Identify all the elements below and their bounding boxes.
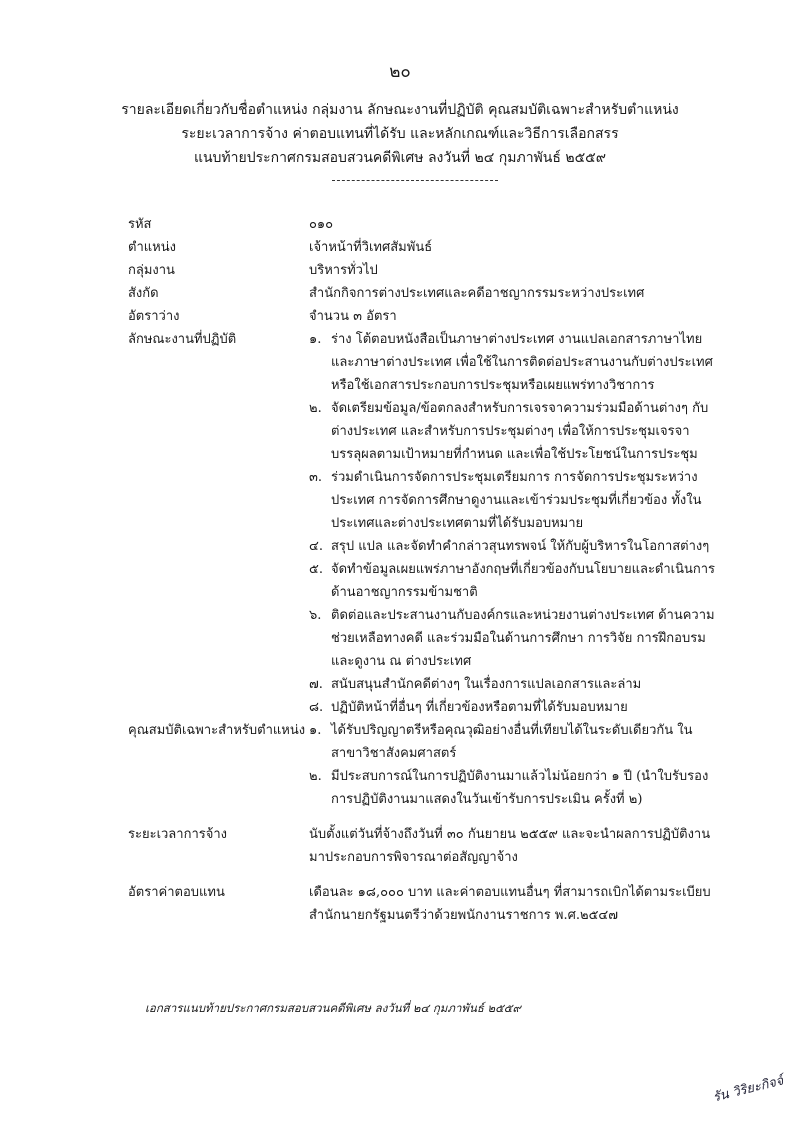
- qualification-text: มีประสบการณ์ในการปฏิบัติงานมาแล้วไม่น้อยกว่า ๑ ปี (นำใบรับรองการปฏิบัติงานมาแสดงในวันเข้ารับการประเมิน ครั้งที่ ๒): [331, 769, 709, 807]
- duty-item: [309, 466, 718, 535]
- duty-number: ๕.: [309, 562, 323, 577]
- duties-list: [309, 328, 718, 719]
- title-line: ระยะเวลาการจ้าง ค่าตอบแทนที่ได้รับ และหลักเกณฑ์และวิธีการเลือกสรร: [181, 126, 619, 142]
- field-label: อัตราค่าตอบแทน: [128, 885, 225, 900]
- document-title: [80, 98, 720, 170]
- field-label: ตำแหน่ง: [128, 240, 176, 255]
- field-value: ๐๑๐: [309, 217, 334, 232]
- qualifications-list: [309, 719, 718, 811]
- duty-number: ๒.: [309, 401, 322, 416]
- qualification-text: ได้รับปริญญาตรีหรือคุณวุฒิอย่างอื่นที่เทียบได้ในระดับเดียวกัน ในสาขาวิชาสังคมศาสตร์: [331, 723, 693, 761]
- field-label: กลุ่มงาน: [128, 263, 175, 278]
- duty-number: ๖.: [309, 608, 322, 623]
- field-duties: [128, 328, 718, 719]
- field-label: ลักษณะงานที่ปฏิบัติ: [128, 332, 237, 347]
- field-label: อัตราว่าง: [128, 309, 180, 324]
- field-value: สำนักกิจการต่างประเทศและคดีอาชญากรรมระหว่างประเทศ: [309, 286, 645, 301]
- duty-text: ปฏิบัติหน้าที่อื่นๆ ที่เกี่ยวข้องหรือตามที่ได้รับมอบหมาย: [331, 700, 628, 715]
- duty-item: [309, 328, 718, 397]
- duty-item: [309, 673, 718, 696]
- field-label: คุณสมบัติเฉพาะสำหรับตำแหน่ง: [128, 723, 306, 738]
- duty-item: [309, 558, 718, 604]
- field-value: เจ้าหน้าที่วิเทศสัมพันธ์: [309, 240, 433, 255]
- duty-number: ๓.: [309, 470, 323, 485]
- position-details: [128, 213, 718, 927]
- duty-item: [309, 696, 718, 719]
- duty-text: ร่าง โต้ตอบหนังสือเป็นภาษาต่างประเทศ งานแปลเอกสารภาษาไทยและภาษาต่างประเทศ เพื่อใช้ในการติดต่อประสานงานกับต่างประเทศ หรือใช้เอกสารประกอบการประชุมหรือเผยแพร่ทางวิชาการ: [331, 332, 713, 393]
- duty-text: ติดต่อและประสานงานกับองค์กรและหน่วยงานต่างประเทศ ด้านความช่วยเหลือทางคดี และร่วมมือในด้านการศึกษา การวิจัย การฝึกอบรมและดูงาน ณ ต่างประเทศ: [331, 608, 715, 669]
- qualification-item: [309, 719, 718, 765]
- field-label: รหัส: [128, 217, 152, 232]
- title-line: แนบท้ายประกาศกรมสอบสวนคดีพิเศษ ลงวันที่ ๒๔ กุมภาพันธ์ ๒๕๕๙: [193, 150, 607, 166]
- field-vacancy: [128, 305, 718, 328]
- duty-number: ๘.: [309, 700, 324, 715]
- field-code: [128, 213, 718, 236]
- duty-text: จัดเตรียมข้อมูล/ข้อตกลงสำหรับการเจรจาความร่วมมือด้านต่างๆ กับต่างประเทศ และสำหรับการประชุมต่างๆ เพื่อให้การประชุมเจรจาบรรลุผลตามเป้าหมายที่กำหนด และเพื่อใช้ประโยชน์ในการประชุม: [331, 401, 709, 462]
- duty-number: ๑.: [309, 332, 322, 347]
- duty-text: ร่วมดำเนินการจัดการประชุมเตรียมการ การจัดการประชุมระหว่างประเทศ การจัดการศึกษาดูงานและเข้าร่วมประชุมที่เกี่ยวข้อง ทั้งในประเทศและต่างประเทศตามที่ได้รับมอบหมาย: [331, 470, 702, 531]
- duty-text: จัดทำข้อมูลเผยแพร่ภาษาอังกฤษที่เกี่ยวข้องกับนโยบายและดำเนินการด้านอาชญากรรมข้ามชาติ: [331, 562, 716, 600]
- field-label: สังกัด: [128, 286, 159, 301]
- field-value: เดือนละ ๑๘,๐๐๐ บาท และค่าตอบแทนอื่นๆ ที่สามารถเบิกได้ตามระเบียบสำนักนายกรัฐมนตรีว่าด้วยพนักงานราชการ พ.ศ.๒๕๔๗: [309, 885, 711, 923]
- duty-item: [309, 604, 718, 673]
- duty-number: ๔.: [309, 539, 323, 554]
- page-number: ๒๐: [389, 62, 411, 82]
- field-qualifications: [128, 719, 718, 811]
- title-divider: [332, 180, 498, 181]
- duty-text: สนับสนุนสำนักคดีต่างๆ ในเรื่องการแปลเอกสารและล่าม: [331, 677, 642, 692]
- field-value: นับตั้งแต่วันที่จ้างถึงวันที่ ๓๐ กันยายน ๒๕๕๙ และจะนำผลการปฏิบัติงานมาประกอบการพิจารณาต่อสัญญาจ้าง: [309, 827, 711, 865]
- qualification-number: ๒.: [309, 769, 322, 784]
- duty-item: [309, 535, 718, 558]
- field-compensation: [128, 881, 718, 927]
- field-label: ระยะเวลาการจ้าง: [128, 827, 227, 842]
- field-employment-period: [128, 823, 718, 869]
- field-value: บริหารทั่วไป: [309, 263, 378, 278]
- title-line: รายละเอียดเกี่ยวกับชื่อตำแหน่ง กลุ่มงาน ลักษณะงานที่ปฏิบัติ คุณสมบัติเฉพาะสำหรับตำแหน่ง: [121, 102, 679, 118]
- field-group: [128, 259, 718, 282]
- duty-text: สรุป แปล และจัดทำคำกล่าวสุนทรพจน์ ให้กับผู้บริหารในโอกาสต่างๆ: [331, 539, 710, 554]
- qualification-item: [309, 765, 718, 811]
- duty-item: [309, 397, 718, 466]
- handwritten-signature: รัน วิริยะกิจจ์: [711, 1073, 785, 1106]
- footer-note: เอกสารแนบท้ายประกาศกรมสอบสวนคดีพิเศษ ลงวันที่ ๒๔ กุมภาพันธ์ ๒๕๕๙: [145, 1001, 521, 1015]
- field-value: จำนวน ๓ อัตรา: [309, 309, 397, 324]
- duty-number: ๗.: [309, 677, 323, 692]
- field-position: [128, 236, 718, 259]
- qualification-number: ๑.: [309, 723, 322, 738]
- field-affiliation: [128, 282, 718, 305]
